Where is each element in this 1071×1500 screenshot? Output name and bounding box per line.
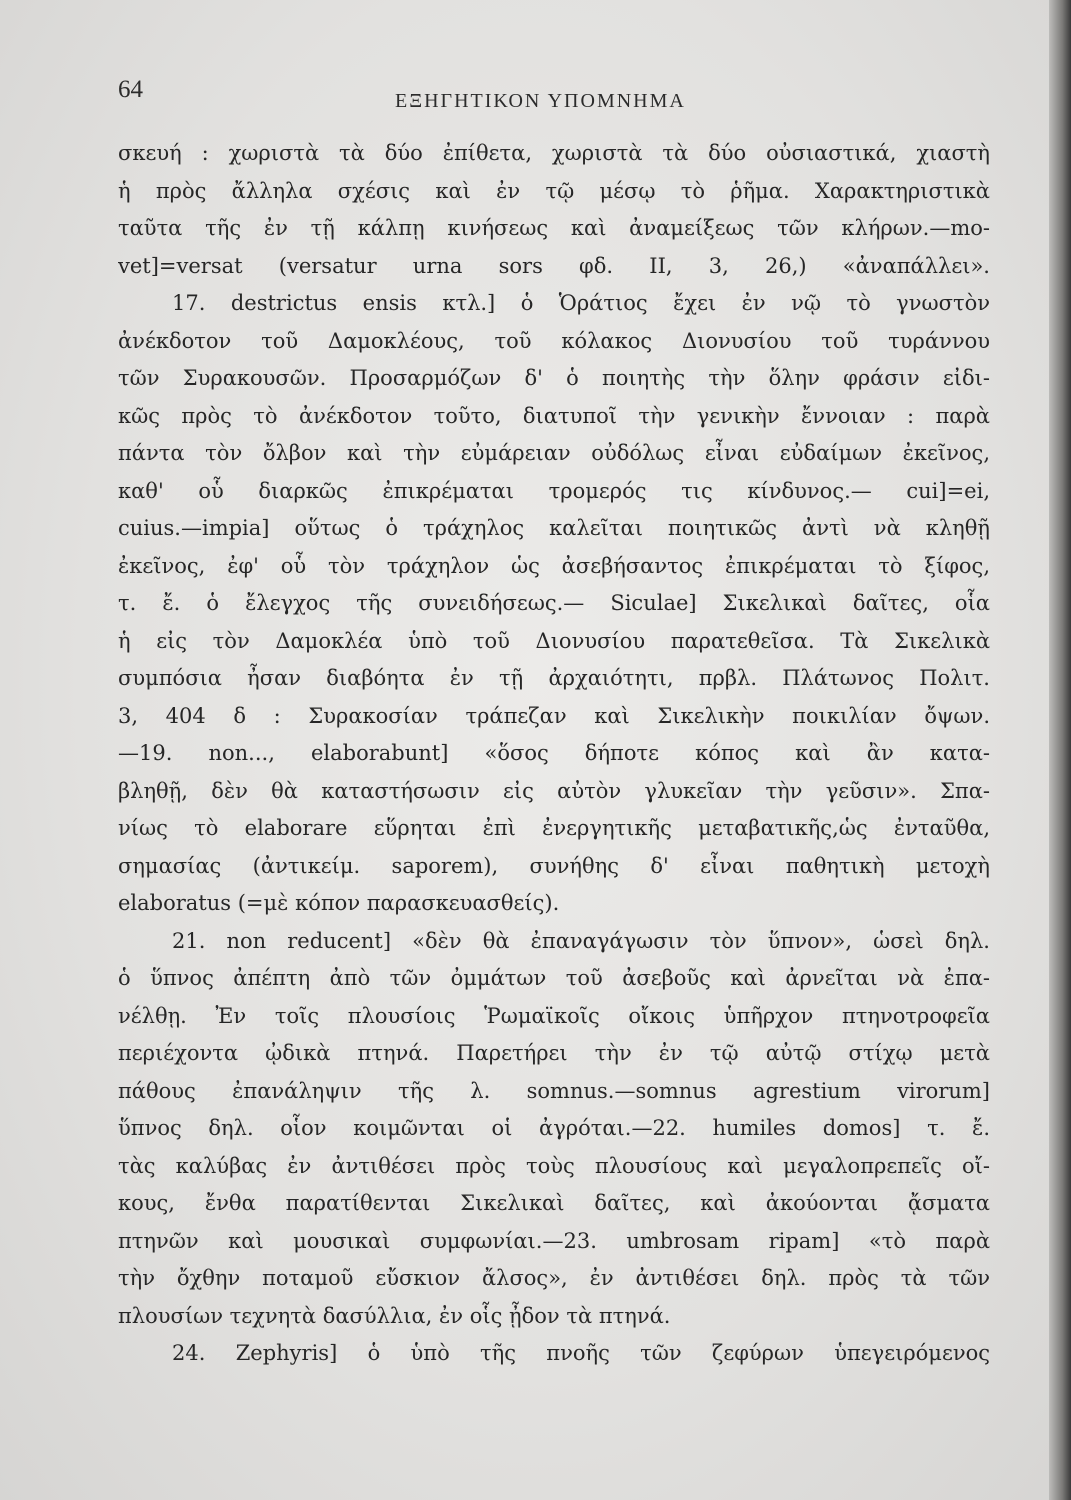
- text-line: 3, 404 δ : Συρακοσίαν τράπεζαν καὶ Σικελικὴν ποικιλίαν ὄψων.: [118, 703, 990, 728]
- text-line: elaboratus (=μὲ κόπον παρασκευασθείς).: [118, 891, 560, 915]
- text-line: κῶς πρὸς τὸ ἀνέκδοτον τοῦτο, διατυποῖ τὴν γενικὴν ἔννοιαν : παρὰ: [118, 403, 990, 428]
- page-edge-shadow: [1049, 0, 1071, 1500]
- text-line: vet]=versat (versatur urna sors φδ. II, 3, 26,) «ἀναπάλλει».: [118, 253, 990, 278]
- text-line: πάντα τὸν ὄλβον καὶ τὴν εὐμάρειαν οὐδόλως εἶναι εὐδαίμων ἐκεῖνος,: [118, 441, 990, 465]
- text-line: νίως τὸ elaborare εὕρηται ἐπὶ ἐνεργητικῆς μεταβατικῆς,ὡς ἐνταῦθα,: [118, 816, 990, 840]
- text-line: πλουσίων τεχνητὰ δασύλλια, ἐν οἷς ᾖδον τὰ πτηνά.: [118, 1303, 671, 1328]
- text-line: ἡ πρὸς ἄλληλα σχέσις καὶ ἐν τῷ μέσῳ τὸ ῥῆμα. Χαρακτηριστικὰ: [118, 178, 990, 203]
- text-line: ἐκεῖνος, ἐφ' οὗ τὸν τράχηλον ὡς ἀσεβήσαντος ἐπικρέμαται τὸ ξίφος,: [118, 553, 990, 578]
- text-line: βληθῇ, δὲν θὰ καταστήσωσιν εἰς αὐτὸν γλυκεῖαν τὴν γεῦσιν». Σπα-: [118, 778, 990, 803]
- text-line: ταῦτα τῆς ἐν τῇ κάλπῃ κινήσεως καὶ ἀναμείξεως τῶν κλήρων.—mo-: [118, 216, 990, 240]
- commentary-text: [118, 135, 990, 1373]
- text-line: ὁ ὕπνος ἀπέπτη ἀπὸ τῶν ὀμμάτων τοῦ ἀσεβοῦς καὶ ἀρνεῖται νὰ ἐπα-: [118, 966, 990, 990]
- text-line: τῶν Συρακουσῶν. Προσαρμόζων δ' ὁ ποιητὴς τὴν ὅλην φράσιν εἰδι-: [118, 366, 990, 390]
- text-line: σημασίας (ἀντικείμ. saporem), συνήθης δ' εἶναι παθητικὴ μετοχὴ: [118, 853, 990, 878]
- text-line: τὰς καλύβας ἐν ἀντιθέσει πρὸς τοὺς πλουσίους καὶ μεγαλοπρεπεῖς οἴ-: [118, 1153, 990, 1178]
- text-line: περιέχοντα ᾠδικὰ πτηνά. Παρετήρει τὴν ἐν τῷ αὐτῷ στίχῳ μετὰ: [118, 1041, 990, 1065]
- text-line: cuius.—impia] οὕτως ὁ τράχηλος καλεῖται ποιητικῶς ἀντὶ νὰ κληθῇ: [118, 516, 990, 540]
- text-line: κους, ἔνθα παρατίθενται Σικελικαὶ δαῖτες, καὶ ἀκούονται ᾄσματα: [118, 1191, 990, 1215]
- text-line: 21. non reducent] «δὲν θὰ ἐπαναγάγωσιν τὸν ὕπνον», ὡσεὶ δηλ.: [172, 928, 990, 953]
- text-line: 24. Zephyris] ὁ ὑπὸ τῆς πνοῆς τῶν ζεφύρων ὑπεγειρόμενος: [172, 1341, 990, 1365]
- running-title: ΕΞΗΓΗΤΙΚΟΝ ΥΠΟΜΝΗΜΑ: [395, 90, 686, 112]
- text-line: ἀνέκδοτον τοῦ Δαμοκλέους, τοῦ κόλακος Διονυσίου τοῦ τυράννου: [118, 328, 990, 353]
- text-line: τ. ἔ. ὁ ἔλεγχος τῆς συνειδήσεως.— Siculae] Σικελικαὶ δαῖτες, οἷα: [118, 591, 990, 615]
- text-line: σκευή : χωριστὰ τὰ δύο ἐπίθετα, χωριστὰ τὰ δύο οὐσιαστικά, χιαστὴ: [118, 141, 990, 165]
- text-line: τὴν ὄχθην ποταμοῦ εὔσκιον ἄλσος», ἐν ἀντιθέσει δηλ. πρὸς τὰ τῶν: [118, 1266, 990, 1290]
- text-line: νέλθῃ. Ἐν τοῖς πλουσίοις Ῥωμαϊκοῖς οἴκοις ὑπῆρχον πτηνοτροφεῖα: [118, 1003, 990, 1028]
- text-line: πάθους ἐπανάληψιν τῆς λ. somnus.—somnus agrestium virorum]: [118, 1078, 990, 1103]
- text-line: πτηνῶν καὶ μουσικαὶ συμφωνίαι.—23. umbrosam ripam] «τὸ παρὰ: [118, 1228, 990, 1253]
- text-line: ὕπνος δηλ. οἷον κοιμῶνται οἱ ἀγρόται.—22. humiles domos] τ. ἔ.: [118, 1116, 990, 1140]
- text-line: καθ' οὗ διαρκῶς ἐπικρέμαται τρομερός τις κίνδυνος.— cui]=ei,: [118, 478, 990, 503]
- page-number: 64: [118, 76, 143, 103]
- text-line: ἡ εἰς τὸν Δαμοκλέα ὑπὸ τοῦ Διονυσίου παρατεθεῖσα. Τὰ Σικελικὰ: [118, 628, 990, 653]
- text-line: συμπόσια ἦσαν διαβόητα ἐν τῇ ἀρχαιότητι, πρβλ. Πλάτωνος Πολιτ.: [118, 666, 990, 690]
- text-line: 17. destrictus ensis κτλ.] ὁ Ὁράτιος ἔχει ἐν νῷ τὸ γνωστὸν: [172, 291, 990, 315]
- text-line: —19. non..., elaborabunt] «ὅσος δήποτε κόπος καὶ ἂν κατα-: [118, 741, 990, 765]
